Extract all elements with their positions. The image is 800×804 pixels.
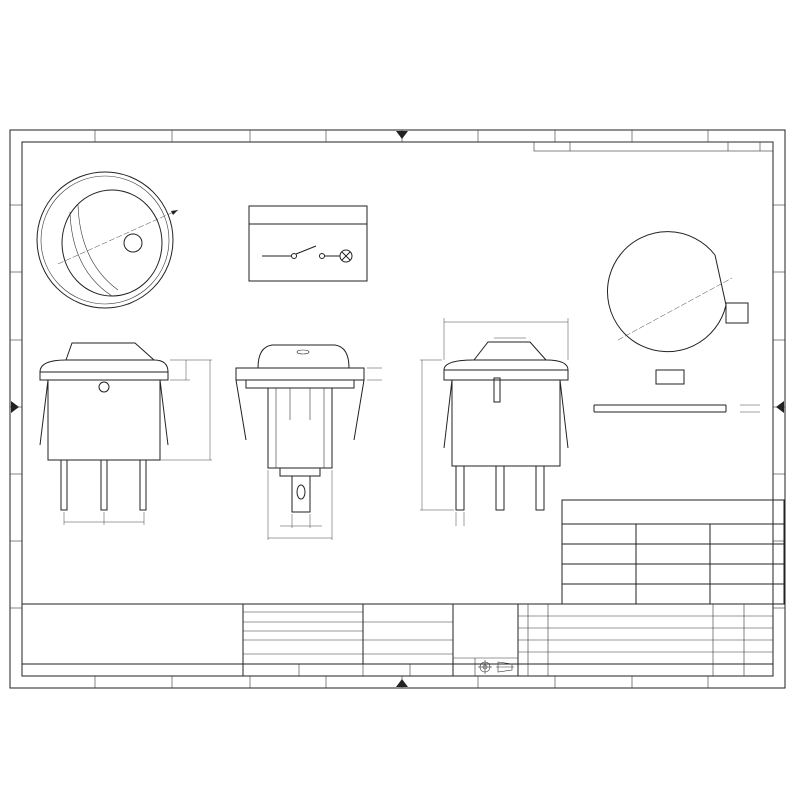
front-view xyxy=(37,172,178,308)
file-number-box xyxy=(534,142,773,151)
side-view-left xyxy=(40,343,212,525)
title-block xyxy=(22,604,773,676)
projection-icon xyxy=(478,660,514,674)
panel-cutout-diagram xyxy=(594,232,760,412)
cutout-table xyxy=(562,500,784,604)
side-view-middle xyxy=(236,345,382,540)
circuit-box xyxy=(249,206,367,281)
side-view-right xyxy=(420,318,568,526)
